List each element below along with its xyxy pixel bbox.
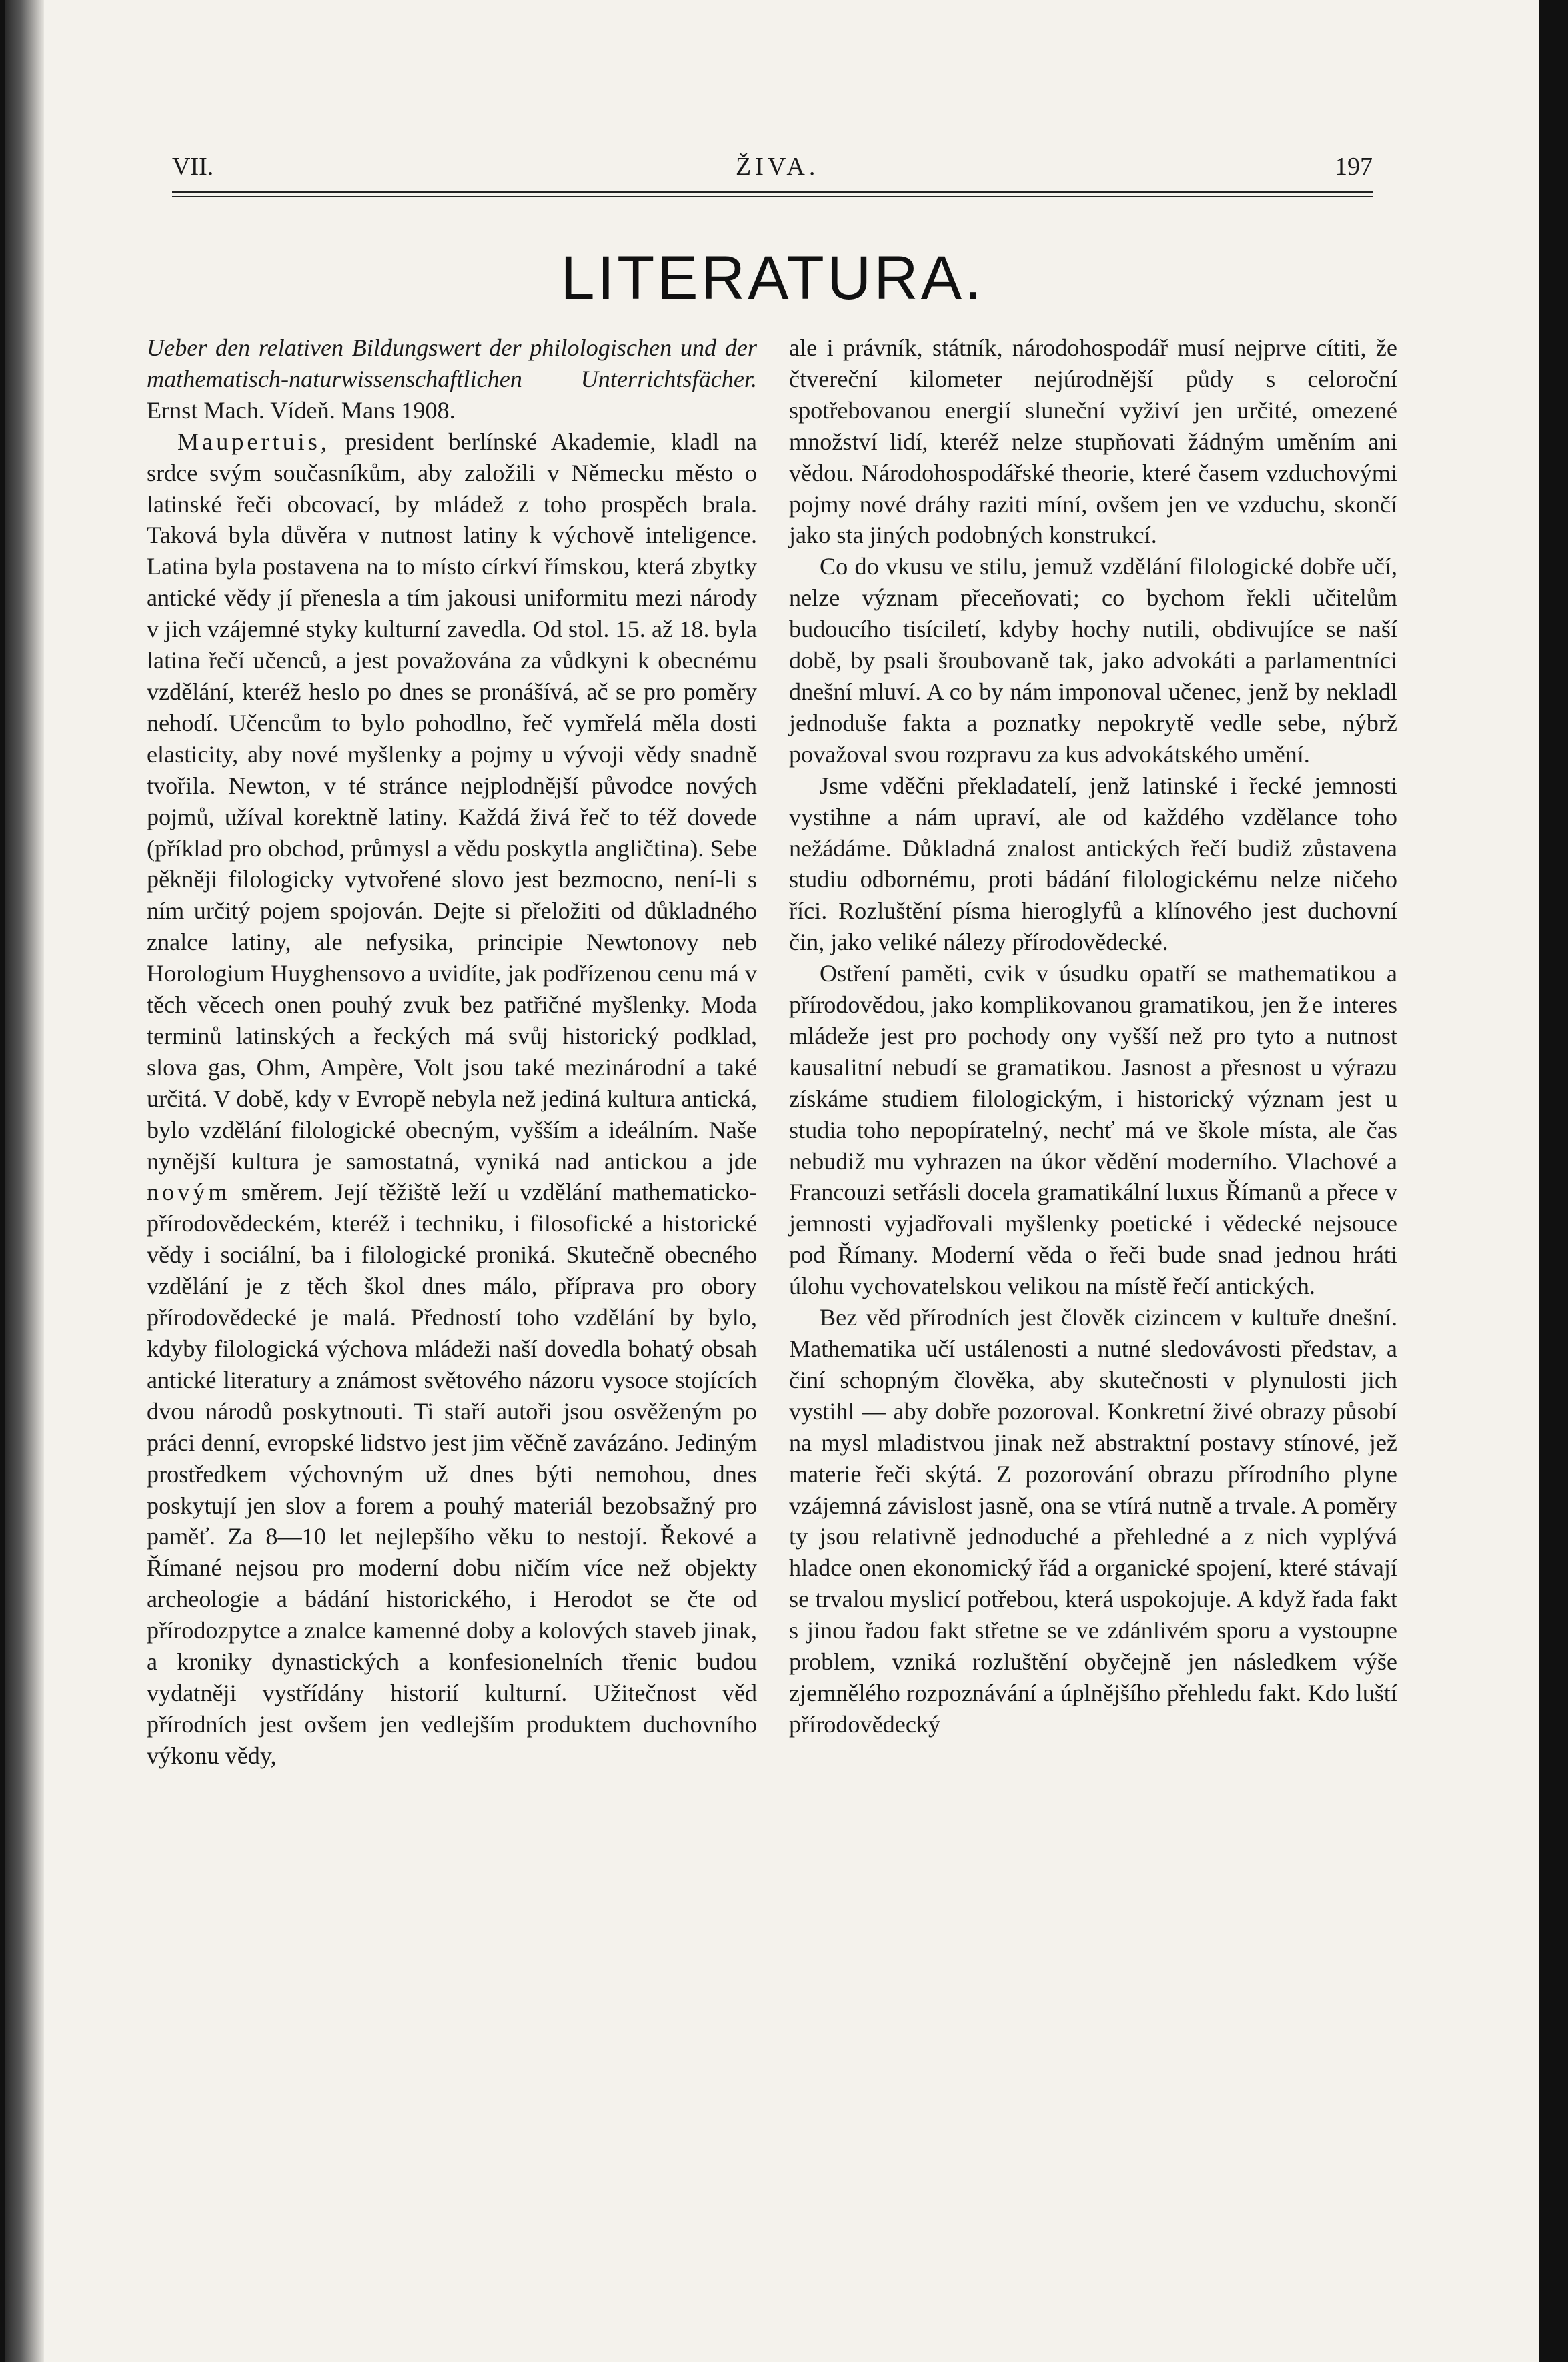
body-paragraph: Co do vkusu ve stilu, jemuž vzdělání filologické dobře učí, nelze význam přeceňovati; co bychom řekli učitelům budoucího tisíciletí, kdyby hochy nutili, obdivujíce se naší době, by psali šroubovaně tak, jako advokáti a parlamentníci dnešní mluví. A co by nám imponoval učenec, jenž by nekladl jednoduše fakta a poznatky nepokrytě vedle sebe, nýbrž považoval svou rozpravu za kus advokátského umění.	[789, 553, 1397, 768]
body-paragraph	[789, 958, 1397, 1302]
review-citation	[147, 332, 757, 426]
section-title: LITERATURA.	[560, 244, 984, 312]
paragraph-text-end: interes mládeže jest pro pochody ony vyšší než pro tyto a nutnost kausalitní nebudí se gramatikou. Jasnost a přesnost u výrazu získáme studiem filologickým, i historický význam jest u studia toho nepopíratelný, nechť má ve škole místa, ale čas nebudiž mu vyhrazen na úkor vědění moderního. Vlachové a Francouzi setřásli docela gramatikální luxus Římanů a přece v jemnosti vyjadřovali myšlenky poetické i vědecké nejsouce pod Římany. Moderní věda o řeči bude snad jednou hráti úlohu vychovatelskou velikou na místě řečí antických.	[789, 991, 1397, 1300]
running-header	[172, 152, 1373, 187]
paragraph-text-end: směrem. Její těžiště leží u vzdělání mathematicko-přírodovědeckém, kteréž i techniku, i filosofické a historické vědy i sociální, ba i filologické proniká. Skutečně obecného vzdělání je z těch škol dnes málo, příprava pro obory přírodovědecké je malá. Předností toho vzdělání by bylo, kdyby filologická výchova mládeži naší dovedla bohatý obsah antické literatury a známost světového názoru vysoce stojících dvou národů poskytnouti. Ti staří autoři jsou osvěženým po práci denní, evropské lidstvo jest jim věčně zavázáno. Jediným prostředkem výchovným už dnes býti nemohou, dnes poskytují jen slov a forem a pouhý materiál bezobsažný pro paměť. Za 8—10 let nejlepšího věku to nestojí. Řekové a Římané nejsou pro moderní dobu ničím více než objekty archeologie a bádání historického, i Herodot se čte od přírodozpytce a znalce kamenné doby a kolových staveb jinak, a kroniky dynastických a konfesionelních třenic budou vydatněji vystřídány historií kulturní. Užitečnost věd přírodních jest ovšem jen vedlejším produktem duchovního výkonu vědy,	[147, 1179, 757, 1769]
right-column	[789, 332, 1397, 1740]
left-column	[147, 332, 757, 1772]
header-rule-top	[172, 191, 1373, 193]
cited-work-details: Ernst Mach. Vídeň. Mans 1908.	[147, 396, 456, 424]
spaced-name: Maupertuis,	[177, 428, 330, 455]
spaced-emphasis: novým	[147, 1179, 231, 1206]
volume-number: VII.	[172, 153, 214, 181]
page-edge-shadow	[5, 0, 44, 2362]
body-paragraph: ale i právník, státník, národohospodář musí nejprve cítiti, že čtvereční kilometer nejúrodnější půdy s celoroční spotřebovanou energií sluneční vyživí jen určité, omezené množství lidí, kteréž nelze stupňovati žádným uměním ani vědou. Národohospodářské theorie, které časem vzduchovými pojmy nové dráhy raziti míní, ovšem jen ve vzduchu, skončí jako sta jiných podobných konstrukcí.	[789, 334, 1397, 549]
journal-page	[5, 0, 1539, 2362]
body-paragraph	[147, 426, 757, 1772]
paragraph-text: Ostření paměti, cvik v úsudku opatří se mathematikou a přírodovědou, jako komplikovanou gramatikou, jen	[789, 960, 1397, 1019]
journal-title: ŽIVA.	[736, 153, 820, 181]
page-number: 197	[1335, 153, 1373, 181]
body-paragraph: Bez věd přírodních jest člověk cizincem v kultuře dnešní. Mathematika učí ustálenosti a nutné sledovávosti představ, a činí schopným člověka, aby skutečnosti v plynulosti jich vystihl — aby dobře pozoroval. Konkretní živé obrazy působí na mysl mladistvou jinak než abstraktní postavy stínové, jež materie řeči skýtá. Z pozorování obrazu přírodního plyne vzájemná závislost jasně, ona se vtírá nutně a trvale. A poměry ty jsou relativně jednoduché a přehledné a z nich vyplývá hladce onen ekonomický řád a organické spojení, které stávají se trvalou myslicí potřebou, která uspokojuje. A když řada fakt s jinou řadou fakt střetne se ve zdánlivém sporu a vystoupne problem, vzniká rozluštění obyčejně jen následkem výše zjemnělého rozpoznávání a úplnějšího přehledu fakt. Kdo luští přírodovědecký	[789, 1304, 1397, 1738]
cited-work-title: Ueber den relativen Bildungswert der philologischen und der mathematisch-naturwissenschaftlichen Unterrichtsfächer.	[147, 334, 757, 392]
body-paragraph: Jsme vděčni překladatelí, jenž latinské i řecké jemnosti vystihne a nám upraví, ale od každého vzdělance toho nežádáme. Důkladná znalost antických řečí budiž zůstavena studiu odbornému, proti bádání filologickému nelze ničeho říci. Rozluštění písma hieroglyfů a klínového jest duchovní čin, jako veliké nálezy přírodovědecké.	[789, 772, 1397, 956]
spaced-emphasis: že	[1298, 991, 1327, 1019]
header-rule-bottom	[172, 196, 1373, 197]
paragraph-text: president berlínské Akademie, kladl na srdce svým současníkům, aby založili v Německu město o latinské řeči obcovací, by mládež z toho prospěch brala. Taková byla důvěra v nutnost latiny k výchově inteligence. Latina byla postavena na to místo církví římskou, která zbytky antické vědy jí přenesla a tím jakousi uniformitu mezi národy v jich vzájemné styky kulturní zavedla. Od stol. 15. až 18. byla latina řečí učenců, a jest považována za vůdkyni k obecnému vzdělání, kteréž heslo po dnes se pronášívá, ač se pro poměry nehodí. Učencům to bylo pohodlno, řeč vymřelá měla dosti elasticity, aby nové myšlenky a pojmy u vývoji vědy snadně tvořila. Newton, v té stránce nejplodnější původce nových pojmů, užíval korektně latiny. Každá živá řeč to též dovede (příklad pro obchod, průmysl a vědu poskytla angličtina). Sebe pěkněji filologicky vytvořené slovo jest bezmocno, není-li s ním určitý pojem spojován. Dejte si přeložiti od důkladného znalce latiny, ale nefysika, principie Newtonovy neb Horologium Huyghensovo a uvidíte, jak podřízenou cenu má v těch věcech onen pouhý zvuk bez patřičné myšlenky. Moda terminů latinských a řeckých má svůj historický podklad, slova gas, Ohm, Ampère, Volt jsou také mezinárodní a také určitá. V době, kdy v Evropě nebyla než jediná kultura antická, bylo vzdělání filologické obecným, vyšším a ideálním. Naše nynější kultura je samostatná, vyniká nad antickou a jde	[147, 428, 757, 1175]
